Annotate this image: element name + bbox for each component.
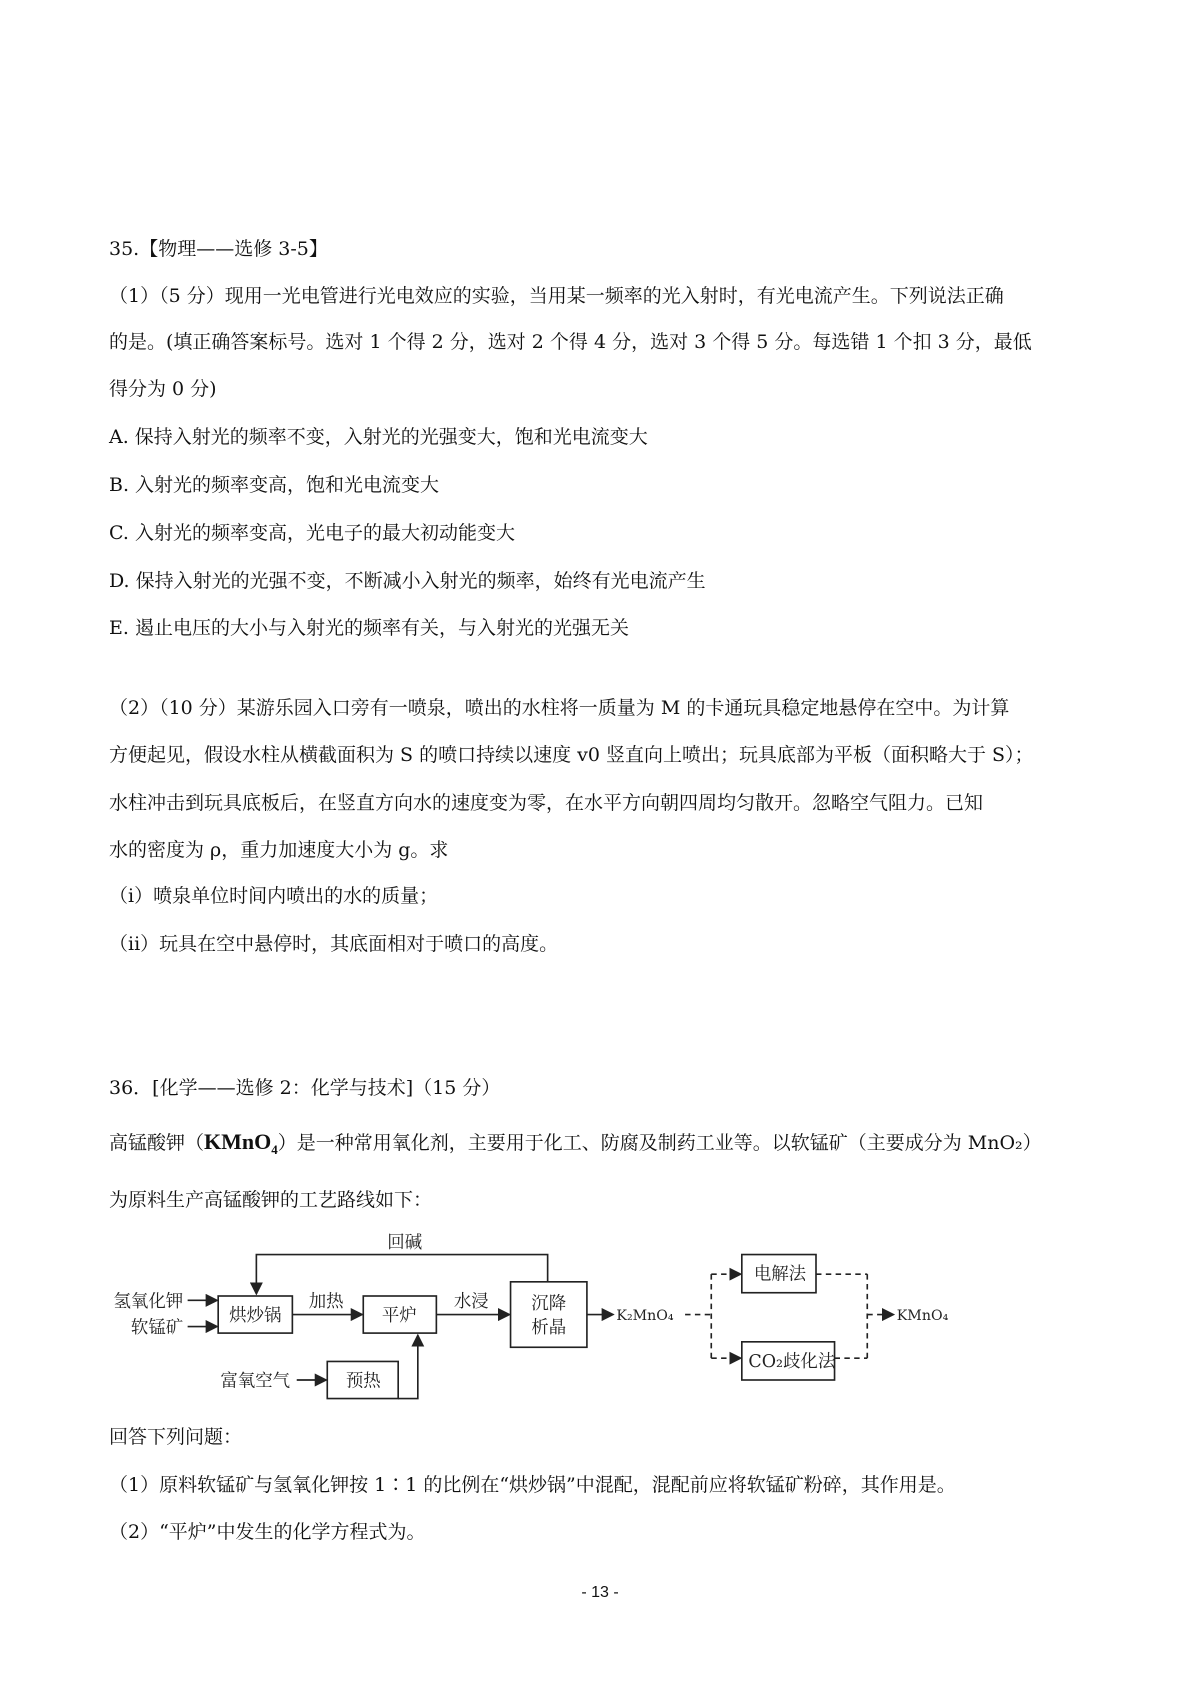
- label-leach: 水浸: [453, 1291, 489, 1312]
- q35-title: 35.【物理——选修 3-5】: [109, 238, 328, 260]
- box-electrolysis: 电解法: [753, 1264, 807, 1285]
- label-heat: 加热: [308, 1291, 344, 1312]
- formula-main: KMnO: [204, 1129, 272, 1154]
- q36-intro-line2: 为原料生产高锰酸钾的工艺路线如下：: [109, 1189, 433, 1211]
- box-settle-line1: 沉降: [531, 1294, 567, 1315]
- q36-title: 36．[化学——选修 2：化学与技术]（15 分）: [109, 1077, 501, 1099]
- label-kmno4: KMnO₄: [896, 1308, 949, 1324]
- option-c: C. 入射光的频率变高，光电子的最大初动能变大: [109, 522, 515, 544]
- option-a: A. 保持入射光的频率不变，入射光的光强变大，饱和光电流变大: [109, 426, 648, 448]
- box-preheat: 预热: [345, 1371, 381, 1392]
- q36-question-2: （2）“平炉”中发生的化学方程式为。: [109, 1521, 426, 1543]
- label-k2mno4: K₂MnO₄: [616, 1308, 674, 1324]
- q35-p2-line: 水的密度为 ρ，重力加速度大小为 g。求: [109, 839, 449, 861]
- answer-prompt: 回答下列问题：: [109, 1426, 243, 1448]
- q35-p1-line: 得分为 0 分): [109, 378, 217, 400]
- q35-p2-line: 水柱冲击到玩具底板后，在竖直方向水的速度变为零，在水平方向朝四周均匀散开。忽略空气阻力。已知: [109, 792, 984, 814]
- label-recycle: 回碱: [387, 1233, 423, 1253]
- option-b: B. 入射光的频率变高，饱和光电流变大: [109, 474, 440, 496]
- label-air: 富氧空气: [220, 1371, 291, 1392]
- formula-sub: 4: [271, 1142, 278, 1157]
- option-d: D. 保持入射光的光强不变，不断减小入射光的频率，始终有光电流产生: [109, 570, 706, 592]
- label-ore: 软锰矿: [130, 1318, 184, 1339]
- box-furnace: 平炉: [381, 1306, 417, 1327]
- q35-p1-line: （1）（5 分）现用一光电管进行光电效应的实验，当用某一频率的光入射时，有光电流产生。下列说法正确: [109, 285, 1004, 307]
- q35-p2-line: 方便起见，假设水柱从横截面积为 S 的喷口持续以速度 v0 竖直向上喷出；玩具底部为平板（面积略大于 S）；: [109, 744, 1034, 766]
- intro-text: 高锰酸钾（: [109, 1132, 205, 1154]
- box-roaster: 烘炒锅: [229, 1306, 282, 1327]
- option-e: E. 遏止电压的大小与入射光的频率有关，与入射光的光强无关: [109, 617, 629, 639]
- page-number: - 13 -: [581, 1584, 619, 1601]
- box-settle-line2: 析晶: [531, 1318, 567, 1339]
- box-co2-disproportionation: CO₂歧化法: [748, 1351, 836, 1372]
- q35-p2-line: （2）（10 分）某游乐园入口旁有一喷泉，喷出的水柱将一质量为 M 的卡通玩具稳定地悬停在空中。为计算: [109, 697, 1010, 719]
- q35-sub-i: （i）喷泉单位时间内喷出的水的质量；: [109, 885, 439, 907]
- q36-question-1: （1）原料软锰矿与氢氧化钾按 1∶1 的比例在“烘炒锅”中混配，混配前应将软锰矿粉碎，其作用是。: [109, 1474, 956, 1496]
- label-koh: 氢氧化钾: [113, 1291, 184, 1312]
- q35-sub-ii: （ii）玩具在空中悬停时，其底面相对于喷口的高度。: [109, 933, 559, 955]
- q35-p1-line: 的是。(填正确答案标号。选对 1 个得 2 分，选对 2 个得 4 分，选对 3 个得 5 分。每选错 1 个扣 3 分，最低: [109, 331, 1032, 353]
- intro-text: ）是一种常用氧化剂，主要用于化工、防腐及制药工业等。以软锰矿（主要成分为 MnO₂）: [277, 1132, 1042, 1154]
